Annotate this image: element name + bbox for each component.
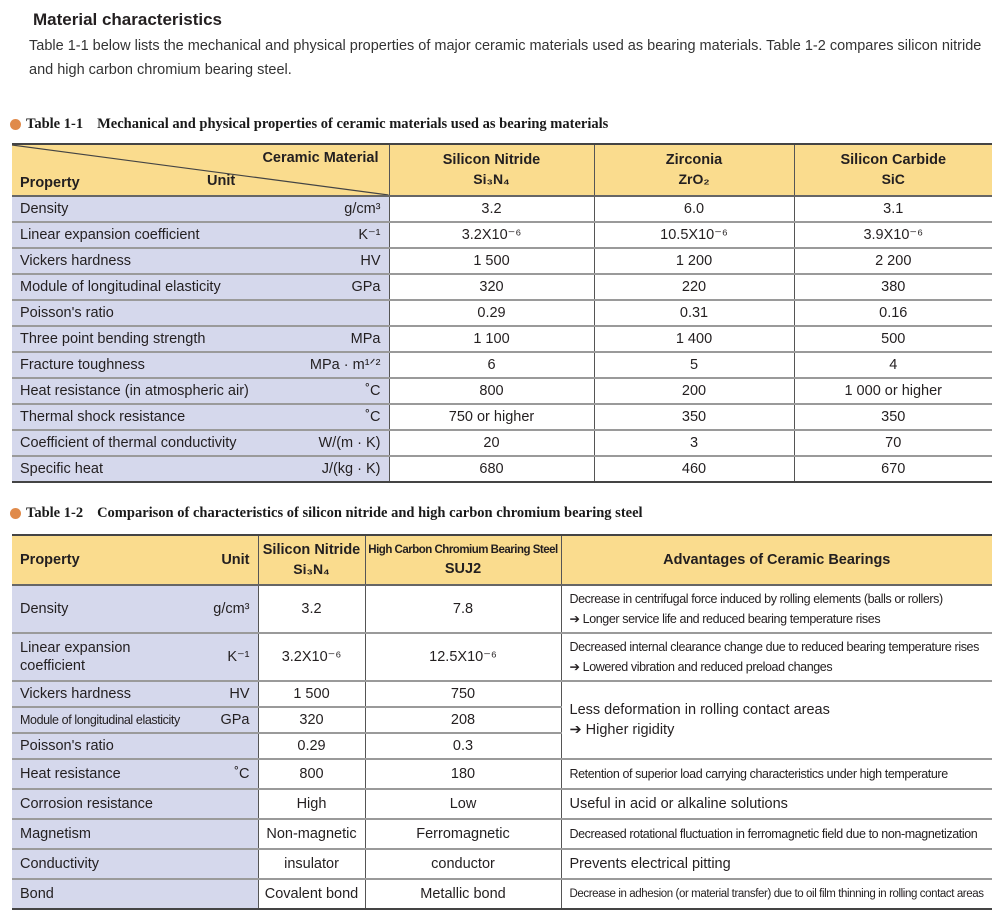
table-row <box>12 352 992 378</box>
property-name: Three point bending strength <box>20 331 206 347</box>
cell-value: 0.3 <box>365 733 561 759</box>
advantage-cell <box>561 585 992 633</box>
table-row <box>12 274 992 300</box>
cell-value: 6.0 <box>594 196 794 222</box>
cell-value: 500 <box>794 326 992 352</box>
property-unit: MPa · m¹ᐟ² <box>309 357 381 373</box>
property-unit: W/(m · K) <box>318 435 381 451</box>
property-unit: HV <box>360 253 381 269</box>
advantage-text: Retention of superior load carrying characteristics under high temperature <box>561 759 992 789</box>
property-name: Coefficient of thermal conductivity <box>20 435 237 451</box>
cell-value: 1 500 <box>389 248 594 274</box>
cell-value: 3.9X10⁻⁶ <box>794 222 992 248</box>
cell-value: 12.5X10⁻⁶ <box>365 633 561 681</box>
column-header-silicon-nitride <box>389 144 594 196</box>
advantage-text: Decreased rotational fluctuation in ferromagnetic field due to non-magnetization <box>561 819 992 849</box>
property-unit: GPa <box>351 279 381 295</box>
property-unit: K⁻¹ <box>227 649 250 665</box>
cell-value: 70 <box>794 430 992 456</box>
table-row <box>12 849 992 879</box>
cell-value: 7.8 <box>365 585 561 633</box>
property-name: Bond <box>20 886 54 902</box>
cell-value: 0.31 <box>594 300 794 326</box>
cell-value: High <box>258 789 365 819</box>
advantage-text: Useful in acid or alkaline solutions <box>561 789 992 819</box>
cell-value: 670 <box>794 456 992 482</box>
table-row <box>12 456 992 482</box>
property-unit: HV <box>229 686 250 702</box>
cell-value: 3.2 <box>258 585 365 633</box>
cell-value: 4 <box>794 352 992 378</box>
column-name: Zirconia <box>665 152 723 168</box>
property-name: Heat resistance (in atmospheric air) <box>20 383 249 399</box>
cell-value: 750 or higher <box>389 404 594 430</box>
property-name: Module of longitudinal elasticity <box>20 279 221 295</box>
column-formula: SiC <box>881 171 905 187</box>
table1-properties <box>12 143 992 483</box>
cell-value: 800 <box>258 759 365 789</box>
cell-value: 800 <box>389 378 594 404</box>
property-name: Specific heat <box>20 461 104 477</box>
table-row <box>12 300 992 326</box>
cell-value: 350 <box>594 404 794 430</box>
table-row <box>12 759 992 789</box>
cell-value: 0.16 <box>794 300 992 326</box>
table-row <box>12 326 992 352</box>
column-name: High Carbon Chromium Bearing Steel <box>368 544 558 556</box>
column-name: Silicon Nitride <box>262 542 361 558</box>
table-row <box>12 879 992 909</box>
column-formula: Si₃N₄ <box>293 561 330 577</box>
unit-label: Unit <box>221 551 250 568</box>
property-unit: ˚C <box>365 409 381 425</box>
table-row <box>12 633 992 681</box>
property-name: Vickers hardness <box>20 253 131 269</box>
cell-value: 1 000 or higher <box>794 378 992 404</box>
cell-value: 0.29 <box>389 300 594 326</box>
cell-value: 320 <box>258 707 365 733</box>
intro-paragraph: Table 1-1 below lists the mechanical and physical properties of major ceramic materials used as bearing materials. Table 1-2 compares silicon nitride and high carbon chromium bearing steel. <box>29 38 982 78</box>
cell-value: conductor <box>365 849 561 879</box>
cell-value: insulator <box>258 849 365 879</box>
cell-value: 750 <box>365 681 561 707</box>
advantage-cell <box>561 681 992 759</box>
property-name: Vickers hardness <box>20 686 131 702</box>
advantage-text: Decreased internal clearance change due to reduced bearing temperature rises <box>569 640 979 654</box>
property-unit: GPa <box>220 712 250 728</box>
column-header-advantages: Advantages of Ceramic Bearings <box>561 535 992 585</box>
column-header-bearing-steel <box>365 535 561 585</box>
cell-value: 220 <box>594 274 794 300</box>
table-row <box>12 430 992 456</box>
cell-value: 208 <box>365 707 561 733</box>
table2-comparison <box>12 534 992 910</box>
advantage-text: Prevents electrical pitting <box>561 849 992 879</box>
cell-value: Ferromagnetic <box>365 819 561 849</box>
property-unit: ˚C <box>234 766 250 782</box>
cell-value: 2 200 <box>794 248 992 274</box>
cell-value: Non-magnetic <box>258 819 365 849</box>
cell-value: 680 <box>389 456 594 482</box>
property-name: Corrosion resistance <box>20 796 153 812</box>
column-header-silicon-carbide <box>794 144 992 196</box>
property-name: Linear expansion coefficient <box>20 227 200 243</box>
table-row <box>12 404 992 430</box>
property-unit: MPa <box>350 331 381 347</box>
table1-caption-text: Mechanical and physical properties of ceramic materials used as bearing materials <box>97 116 609 132</box>
advantage-text: ➔ Longer service life and reduced bearing temperature rises <box>569 612 881 626</box>
cell-value: 3 <box>594 430 794 456</box>
table-row <box>12 378 992 404</box>
table1-caption <box>10 116 608 133</box>
table-row <box>12 585 992 633</box>
property-label: Property <box>20 551 80 568</box>
table-row <box>12 196 992 222</box>
column-formula: SUJ2 <box>444 561 482 577</box>
property-label: Property <box>20 175 80 191</box>
table1-caption-number: Table 1-1 <box>26 116 84 132</box>
table-row <box>12 681 992 707</box>
column-formula: Si₃N₄ <box>473 171 510 187</box>
property-name: Magnetism <box>20 826 91 842</box>
property-unit: J/(kg · K) <box>321 461 381 477</box>
cell-value: 460 <box>594 456 794 482</box>
advantage-text: Decrease in centrifugal force induced by rolling elements (balls or rollers) <box>569 592 943 606</box>
property-name: Conductivity <box>20 856 99 872</box>
cell-value: 1 500 <box>258 681 365 707</box>
cell-value: 3.2 <box>389 196 594 222</box>
table-row <box>12 222 992 248</box>
property-name: Poisson's ratio <box>20 738 114 754</box>
cell-value: 20 <box>389 430 594 456</box>
table2-caption <box>10 505 643 522</box>
property-unit: ˚C <box>365 383 381 399</box>
cell-value: 5 <box>594 352 794 378</box>
advantage-text: Decrease in adhesion (or material transfer) due to oil film thinning in rolling contact areas <box>561 879 992 909</box>
property-name: Thermal shock resistance <box>20 409 186 425</box>
cell-value: 3.1 <box>794 196 992 222</box>
property-name: Linear expansion coefficient <box>20 640 131 674</box>
table-row <box>12 789 992 819</box>
property-name: Module of longitudinal elasticity <box>20 713 180 727</box>
cell-value: 0.29 <box>258 733 365 759</box>
bullet-icon <box>10 119 21 130</box>
cell-value: 320 <box>389 274 594 300</box>
column-header-silicon-nitride <box>258 535 365 585</box>
ceramic-material-label: Ceramic Material <box>262 150 379 166</box>
property-name: Density <box>20 601 69 617</box>
table2-caption-number: Table 1-2 <box>26 505 84 521</box>
table2-caption-text: Comparison of characteristics of silicon nitride and high carbon chromium bearing steel <box>97 505 643 521</box>
unit-label: Unit <box>207 173 236 189</box>
cell-value: Covalent bond <box>258 879 365 909</box>
property-unit: g/cm³ <box>344 201 381 217</box>
cell-value: 3.2X10⁻⁶ <box>258 633 365 681</box>
table-row <box>12 819 992 849</box>
property-name: Density <box>20 201 69 217</box>
cell-value: 380 <box>794 274 992 300</box>
advantage-cell <box>561 633 992 681</box>
bullet-icon <box>10 508 21 519</box>
cell-value: 1 400 <box>594 326 794 352</box>
table1-corner-header <box>12 144 389 196</box>
cell-value: 6 <box>389 352 594 378</box>
column-name: Silicon Carbide <box>840 152 947 168</box>
advantage-text: ➔ Lowered vibration and reduced preload changes <box>569 660 833 674</box>
cell-value: 350 <box>794 404 992 430</box>
column-formula: ZrO₂ <box>678 171 710 187</box>
advantage-text: ➔ Higher rigidity <box>569 722 675 738</box>
cell-value: 1 200 <box>594 248 794 274</box>
property-unit-header <box>12 535 258 585</box>
cell-value: 180 <box>365 759 561 789</box>
cell-value: 3.2X10⁻⁶ <box>389 222 594 248</box>
cell-value: Low <box>365 789 561 819</box>
cell-value: 1 100 <box>389 326 594 352</box>
column-header-zirconia <box>594 144 794 196</box>
property-name: Heat resistance <box>20 766 121 782</box>
cell-value: 10.5X10⁻⁶ <box>594 222 794 248</box>
property-unit: g/cm³ <box>213 601 250 617</box>
property-name: Poisson's ratio <box>20 305 114 321</box>
table-row <box>12 248 992 274</box>
property-name: Fracture toughness <box>20 357 145 373</box>
section-title: Material characteristics <box>33 10 222 29</box>
advantage-text: Less deformation in rolling contact areas <box>569 702 830 718</box>
column-name: Silicon Nitride <box>442 152 541 168</box>
cell-value: Metallic bond <box>365 879 561 909</box>
cell-value: 200 <box>594 378 794 404</box>
property-unit: K⁻¹ <box>358 227 381 243</box>
